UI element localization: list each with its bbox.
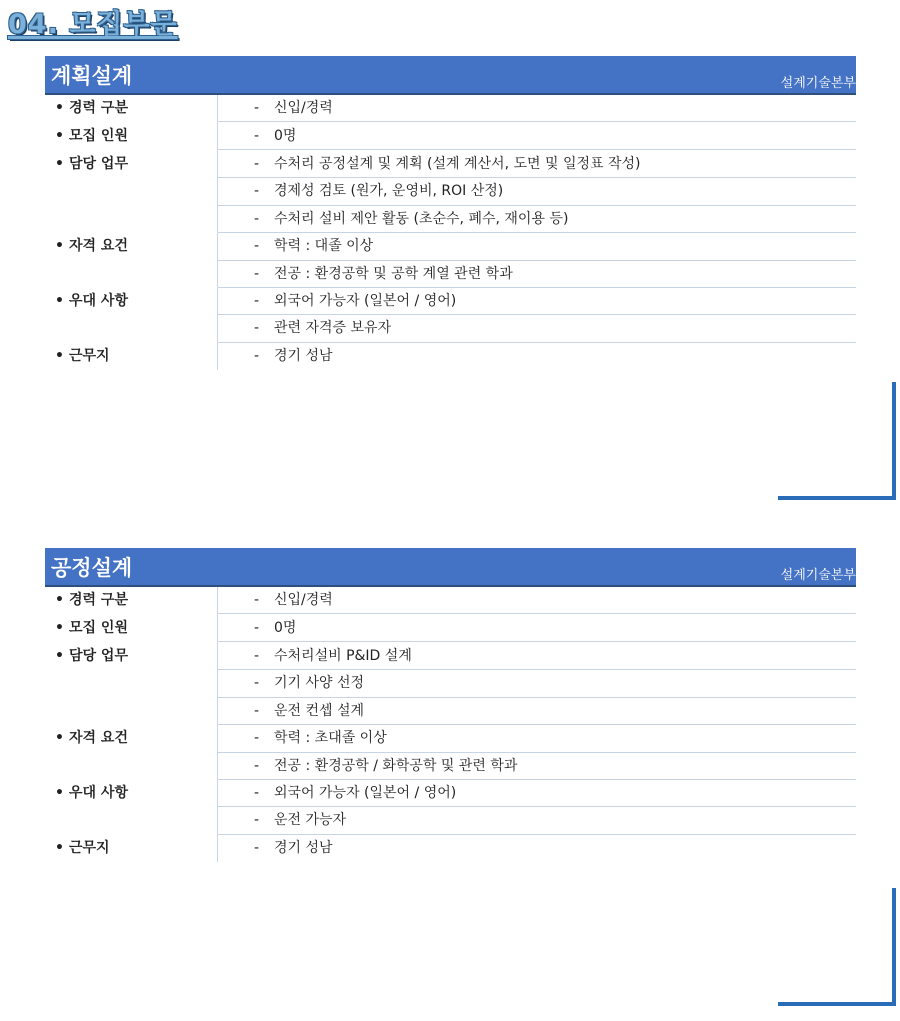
bullet-icon: • bbox=[55, 730, 64, 747]
requirement-group bbox=[45, 725, 856, 780]
requirement-label bbox=[45, 288, 218, 343]
section-header bbox=[45, 548, 856, 587]
requirement-values bbox=[218, 233, 856, 288]
requirement-label bbox=[45, 123, 218, 151]
dash-icon: - bbox=[254, 238, 260, 255]
bullet-icon: • bbox=[55, 620, 64, 636]
requirement-group bbox=[45, 587, 856, 615]
requirement-value bbox=[218, 123, 856, 150]
requirement-group bbox=[45, 288, 856, 343]
dash-icon: - bbox=[254, 265, 260, 282]
bullet-icon: • bbox=[55, 100, 64, 116]
requirement-value bbox=[218, 315, 856, 342]
requirement-label bbox=[45, 643, 218, 725]
bullet-icon: • bbox=[55, 839, 64, 856]
requirement-value bbox=[218, 698, 856, 725]
requirement-group bbox=[45, 343, 856, 370]
section-planning-design bbox=[45, 56, 856, 370]
requirement-values bbox=[218, 615, 856, 643]
dash-icon: - bbox=[254, 812, 260, 829]
requirement-values bbox=[218, 835, 856, 862]
section-title: 공정설계 bbox=[51, 556, 133, 580]
requirement-value bbox=[218, 343, 856, 370]
requirements-table bbox=[45, 587, 856, 862]
requirement-label-text: 담당 업무 bbox=[69, 648, 128, 664]
requirement-value bbox=[218, 807, 856, 834]
requirement-label-text: 근무지 bbox=[69, 839, 110, 856]
requirement-value bbox=[218, 753, 856, 780]
requirement-group bbox=[45, 643, 856, 725]
dash-icon: - bbox=[254, 784, 260, 801]
requirement-label bbox=[45, 233, 218, 288]
requirement-value bbox=[218, 233, 856, 260]
requirement-label-text: 우대 사항 bbox=[69, 784, 128, 801]
requirement-label-text: 우대 사항 bbox=[69, 292, 128, 309]
requirement-value bbox=[218, 670, 856, 697]
requirement-value-text: 운전 컨셉 설계 bbox=[274, 702, 365, 719]
requirement-value bbox=[218, 643, 856, 670]
requirement-group bbox=[45, 95, 856, 123]
requirement-values bbox=[218, 780, 856, 835]
section-department: 설계기술본부 bbox=[780, 76, 856, 91]
requirement-label-text: 자격 요건 bbox=[69, 730, 128, 747]
requirement-group bbox=[45, 233, 856, 288]
requirement-value-text: 학력 : 초대졸 이상 bbox=[274, 730, 387, 747]
requirement-value-text: 수처리 설비 제안 활동 (초순수, 폐수, 재이용 등) bbox=[274, 210, 569, 227]
requirement-value-text: 신입/경력 bbox=[274, 100, 333, 116]
requirement-value bbox=[218, 261, 856, 288]
requirement-group bbox=[45, 151, 856, 233]
section-title: 계획설계 bbox=[51, 64, 133, 88]
section-header bbox=[45, 56, 856, 95]
requirement-label-text: 모집 인원 bbox=[69, 620, 128, 636]
requirement-label bbox=[45, 725, 218, 780]
requirement-value-text: 전공 : 환경공학 및 공학 계열 관련 학과 bbox=[274, 265, 513, 282]
requirement-value bbox=[218, 288, 856, 315]
requirement-values bbox=[218, 587, 856, 615]
requirement-label-text: 경력 구분 bbox=[69, 100, 128, 116]
requirement-group bbox=[45, 835, 856, 862]
dash-icon: - bbox=[254, 702, 260, 719]
requirement-value-text: 경기 성남 bbox=[274, 347, 333, 364]
requirement-value-text: 수처리설비 P&ID 설계 bbox=[274, 648, 412, 664]
requirement-value bbox=[218, 587, 856, 614]
requirement-value bbox=[218, 206, 856, 233]
requirement-value-text: 기기 사양 선정 bbox=[274, 675, 365, 692]
dash-icon: - bbox=[254, 183, 260, 200]
dash-icon: - bbox=[254, 100, 260, 116]
dash-icon: - bbox=[254, 156, 260, 172]
dash-icon: - bbox=[254, 757, 260, 774]
dash-icon: - bbox=[254, 320, 260, 337]
bullet-icon: • bbox=[55, 156, 64, 172]
requirement-values bbox=[218, 643, 856, 725]
requirement-value bbox=[218, 725, 856, 752]
requirement-values bbox=[218, 288, 856, 343]
requirement-label bbox=[45, 587, 218, 615]
requirement-values bbox=[218, 343, 856, 370]
requirement-values bbox=[218, 151, 856, 233]
requirement-value bbox=[218, 835, 856, 862]
requirement-label bbox=[45, 835, 218, 862]
dash-icon: - bbox=[254, 675, 260, 692]
requirement-value-text: 운전 가능자 bbox=[274, 812, 347, 829]
page-heading: 04. 모집부문 bbox=[8, 9, 178, 40]
requirements-table bbox=[45, 95, 856, 370]
requirement-label-text: 자격 요건 bbox=[69, 238, 128, 255]
requirement-value-text: 외국어 가능자 (일본어 / 영어) bbox=[274, 784, 457, 801]
requirement-label-text: 근무지 bbox=[69, 347, 110, 364]
requirement-values bbox=[218, 725, 856, 780]
requirement-value-text: 수처리 공정설계 및 계획 (설계 계산서, 도면 및 일정표 작성) bbox=[274, 156, 641, 172]
bullet-icon: • bbox=[55, 128, 64, 144]
bullet-icon: • bbox=[55, 347, 64, 364]
requirement-value-text: 0명 bbox=[274, 620, 297, 636]
requirement-value-text: 경기 성남 bbox=[274, 839, 333, 856]
corner-decoration bbox=[778, 888, 896, 1006]
dash-icon: - bbox=[254, 128, 260, 144]
dash-icon: - bbox=[254, 648, 260, 664]
requirement-label-text: 모집 인원 bbox=[69, 128, 128, 144]
requirement-value bbox=[218, 615, 856, 642]
requirement-value bbox=[218, 178, 856, 205]
requirement-value bbox=[218, 780, 856, 807]
dash-icon: - bbox=[254, 210, 260, 227]
requirement-value-text: 관련 자격증 보유자 bbox=[274, 320, 392, 337]
requirement-label bbox=[45, 615, 218, 643]
requirement-label bbox=[45, 780, 218, 835]
dash-icon: - bbox=[254, 730, 260, 747]
bullet-icon: • bbox=[55, 238, 64, 255]
section-department: 설계기술본부 bbox=[780, 568, 856, 583]
requirement-value-text: 0명 bbox=[274, 128, 297, 144]
requirement-value-text: 경제성 검토 (원가, 운영비, ROI 산정) bbox=[274, 183, 504, 200]
requirement-value bbox=[218, 151, 856, 178]
requirement-values bbox=[218, 95, 856, 123]
requirement-value-text: 외국어 가능자 (일본어 / 영어) bbox=[274, 292, 457, 309]
section-process-design bbox=[45, 548, 856, 862]
corner-decoration bbox=[778, 382, 896, 500]
dash-icon: - bbox=[254, 347, 260, 364]
requirement-group bbox=[45, 615, 856, 643]
dash-icon: - bbox=[254, 292, 260, 309]
requirement-values bbox=[218, 123, 856, 151]
dash-icon: - bbox=[254, 620, 260, 636]
requirement-value-text: 학력 : 대졸 이상 bbox=[274, 238, 374, 255]
requirement-label-text: 경력 구분 bbox=[69, 592, 128, 608]
bullet-icon: • bbox=[55, 292, 64, 309]
bullet-icon: • bbox=[55, 592, 64, 608]
requirement-group bbox=[45, 123, 856, 151]
requirement-label bbox=[45, 95, 218, 123]
dash-icon: - bbox=[254, 592, 260, 608]
requirement-group bbox=[45, 780, 856, 835]
requirement-label-text: 담당 업무 bbox=[69, 156, 128, 172]
bullet-icon: • bbox=[55, 648, 64, 664]
dash-icon: - bbox=[254, 839, 260, 856]
requirement-label bbox=[45, 151, 218, 233]
requirement-value bbox=[218, 95, 856, 122]
bullet-icon: • bbox=[55, 784, 64, 801]
requirement-value-text: 신입/경력 bbox=[274, 592, 333, 608]
requirement-value-text: 전공 : 환경공학 / 화학공학 및 관련 학과 bbox=[274, 757, 518, 774]
requirement-label bbox=[45, 343, 218, 370]
